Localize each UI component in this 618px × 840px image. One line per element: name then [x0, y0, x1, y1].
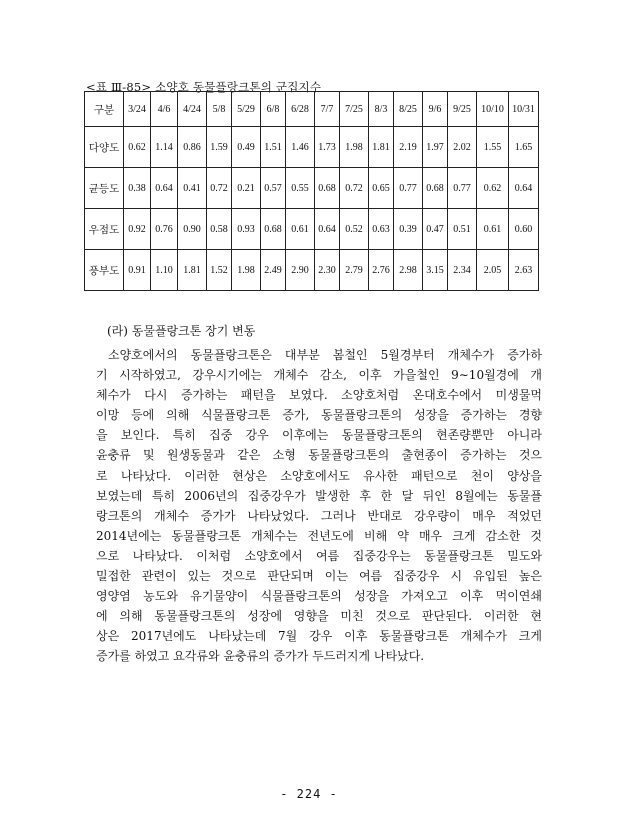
paragraph-line: 증가를 하였고 요각류와 윤충류의 증가가 두드러지게 나타났다.	[96, 649, 425, 664]
value-cell: 0.39	[394, 209, 423, 250]
row-label-cell: 균등도	[85, 168, 124, 209]
value-cell: 1.65	[509, 127, 539, 168]
table-row	[85, 168, 539, 209]
value-cell: 0.72	[207, 168, 232, 209]
date-header-cell: 5/8	[207, 92, 232, 127]
date-header-cell: 8/3	[369, 92, 394, 127]
paragraph-line: 을 보인다. 특히 집중 강우 이후에는 동물플랑크톤의 현존량뿐만 아니라	[96, 428, 542, 443]
date-header-cell: 10/10	[477, 92, 509, 127]
date-header-cell: 9/6	[423, 92, 448, 127]
paragraph-line: 윤충류 및 원생동물과 같은 소형 동물플랑크톤의 출현종이 증가하는 것으	[96, 448, 542, 463]
value-cell: 1.10	[151, 250, 178, 291]
value-cell: 0.21	[232, 168, 261, 209]
date-header-cell: 8/25	[394, 92, 423, 127]
body-paragraph	[96, 345, 542, 667]
value-cell: 0.62	[477, 168, 509, 209]
value-cell: 1.55	[477, 127, 509, 168]
date-header-cell: 3/24	[124, 92, 151, 127]
section-title: (라) 동물플랑크톤 장기 변동	[107, 324, 256, 338]
value-cell: 0.52	[340, 209, 369, 250]
paragraph-line: 소양호에서의 동물플랑크톤은 대부분 봄철인 5월경부터 개체수가 증가하	[108, 348, 542, 362]
value-cell: 1.97	[423, 127, 448, 168]
table-header-row	[85, 92, 539, 127]
paragraph-line: 으로 나타났다. 이처럼 소양호에서 여름 집중강우는 동물플랑크톤 밀도와	[96, 548, 542, 563]
value-cell: 0.90	[178, 209, 207, 250]
row-label-cell: 다양도	[85, 127, 124, 168]
date-header-cell: 5/29	[232, 92, 261, 127]
date-header-cell: 6/28	[286, 92, 315, 127]
value-cell: 0.76	[151, 209, 178, 250]
value-cell: 1.73	[315, 127, 340, 168]
table-caption: <표 Ⅲ-85> 소양호 동물플랑크톤의 군집지수	[86, 80, 322, 94]
value-cell: 1.52	[207, 250, 232, 291]
paragraph-line: 이망 등에 의해 식물플랑크톤 증가, 동물플랑크톤의 성장을 증가하는 경향	[96, 408, 542, 423]
value-cell: 1.59	[207, 127, 232, 168]
value-cell: 0.63	[369, 209, 394, 250]
value-cell: 0.57	[261, 168, 286, 209]
table-row	[85, 209, 539, 250]
date-header-cell: 9/25	[448, 92, 477, 127]
value-cell: 2.98	[394, 250, 423, 291]
value-cell: 2.30	[315, 250, 340, 291]
value-cell: 0.64	[315, 209, 340, 250]
value-cell: 0.38	[124, 168, 151, 209]
value-cell: 0.41	[178, 168, 207, 209]
value-cell: 3.15	[423, 250, 448, 291]
header-label-cell: 구분	[85, 92, 124, 127]
value-cell: 0.51	[448, 209, 477, 250]
value-cell: 2.63	[509, 250, 539, 291]
value-cell: 1.51	[261, 127, 286, 168]
value-cell: 0.93	[232, 209, 261, 250]
value-cell: 0.91	[124, 250, 151, 291]
value-cell: 0.64	[151, 168, 178, 209]
value-cell: 0.47	[423, 209, 448, 250]
paragraph-line: 기 시작하였고, 강우시기에는 개체수 감소, 이후 가을철인 9∼10월경에 개	[96, 368, 542, 383]
paragraph-line: 로 나타났다. 이러한 현상은 소양호에서도 유사한 패턴으로 천이 양상을	[96, 468, 542, 483]
value-cell: 1.46	[286, 127, 315, 168]
value-cell: 0.58	[207, 209, 232, 250]
value-cell: 0.77	[394, 168, 423, 209]
value-cell: 1.14	[151, 127, 178, 168]
value-cell: 2.76	[369, 250, 394, 291]
value-cell: 2.34	[448, 250, 477, 291]
value-cell: 1.98	[232, 250, 261, 291]
value-cell: 2.90	[286, 250, 315, 291]
value-cell: 1.98	[340, 127, 369, 168]
page-number: - 224 -	[280, 787, 338, 801]
value-cell: 0.64	[509, 168, 539, 209]
table-row	[85, 250, 539, 291]
date-header-cell: 6/8	[261, 92, 286, 127]
value-cell: 0.49	[232, 127, 261, 168]
value-cell: 0.68	[261, 209, 286, 250]
value-cell: 0.65	[369, 168, 394, 209]
value-cell: 0.55	[286, 168, 315, 209]
value-cell: 1.81	[178, 250, 207, 291]
date-header-cell: 4/24	[178, 92, 207, 127]
paragraph-line: 밀접한 관련이 있는 것으로 판단되며 이는 여름 집중강우 시 유입된 높은	[96, 569, 542, 584]
row-label-cell: 풍부도	[85, 250, 124, 291]
date-header-cell: 4/6	[151, 92, 178, 127]
value-cell: 1.81	[369, 127, 394, 168]
value-cell: 0.72	[340, 168, 369, 209]
value-cell: 2.49	[261, 250, 286, 291]
value-cell: 2.02	[448, 127, 477, 168]
value-cell: 2.05	[477, 250, 509, 291]
value-cell: 0.60	[509, 209, 539, 250]
value-cell: 0.61	[286, 209, 315, 250]
paragraph-line: 랑크톤의 개체수 증가가 나타났었다. 그러나 반대로 강우량이 매우 적었던	[96, 508, 542, 523]
value-cell: 0.86	[178, 127, 207, 168]
value-cell: 2.79	[340, 250, 369, 291]
value-cell: 0.68	[423, 168, 448, 209]
date-header-cell: 7/25	[340, 92, 369, 127]
date-header-cell: 7/7	[315, 92, 340, 127]
community-index-table	[84, 91, 539, 291]
value-cell: 0.92	[124, 209, 151, 250]
paragraph-line: 에 의해 동물플랑크톤의 성장에 영향을 미친 것으로 판단된다. 이러한 현	[96, 609, 542, 624]
paragraph-line: 2014년에는 동물플랑크톤 개체수는 전년도에 비해 약 매우 크게 감소한 것	[96, 528, 542, 543]
value-cell: 0.61	[477, 209, 509, 250]
date-header-cell: 10/31	[509, 92, 539, 127]
value-cell: 2.19	[394, 127, 423, 168]
value-cell: 0.68	[315, 168, 340, 209]
row-label-cell: 우점도	[85, 209, 124, 250]
paragraph-line: 체수가 다시 증가하는 패턴을 보였다. 소양호처럼 온대호수에서 미생물먹	[96, 388, 542, 403]
paragraph-line: 영양염 농도와 유기물양이 식물플랑크톤의 성장을 가져오고 이후 먹이연쇄	[96, 589, 542, 604]
paragraph-line: 상은 2017년에도 나타났는데 7월 강우 이후 동물플랑크톤 개체수가 크게	[96, 629, 542, 644]
value-cell: 0.62	[124, 127, 151, 168]
table-row	[85, 127, 539, 168]
paragraph-line: 보였는데 특히 2006년의 집중강우가 발생한 후 한 달 뒤인 8월에는 동물플	[96, 488, 542, 503]
value-cell: 0.77	[448, 168, 477, 209]
